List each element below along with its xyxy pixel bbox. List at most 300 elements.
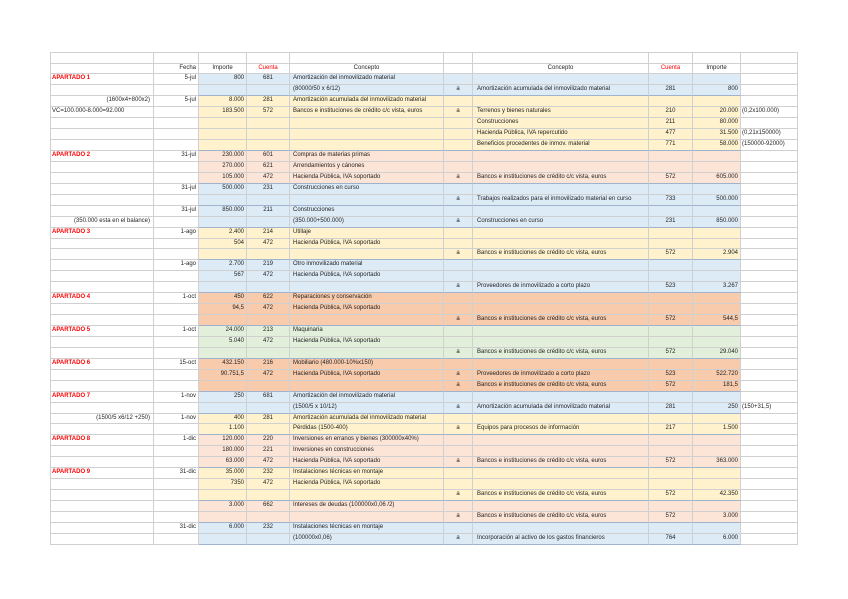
a-cell	[444, 260, 473, 271]
a-cell: a	[444, 282, 473, 293]
haber-concepto-cell	[473, 74, 649, 85]
haber-cuenta-cell: 210	[649, 107, 693, 118]
journal-row	[51, 337, 798, 348]
label-cell	[51, 195, 154, 206]
fecha-cell	[154, 282, 199, 293]
nota-cell	[741, 501, 798, 512]
haber-cuenta-cell: 477	[649, 129, 693, 140]
nota-cell: (150+31,5)	[741, 403, 798, 414]
haber-concepto-cell	[473, 96, 649, 107]
debe-importe-cell	[199, 129, 247, 140]
blank-cell	[247, 53, 290, 64]
haber-concepto-cell	[473, 523, 649, 534]
debe-concepto-cell	[290, 381, 444, 392]
debe-cuenta-cell	[247, 403, 290, 414]
a-cell: a	[444, 424, 473, 435]
journal-row	[51, 381, 798, 392]
debe-importe-cell	[199, 534, 247, 545]
fecha-cell	[154, 239, 199, 250]
debe-concepto-cell: Hacienda Pública, IVA soportado	[290, 479, 444, 490]
label-cell	[51, 457, 154, 468]
haber-importe-cell: 20.000	[693, 107, 741, 118]
fecha-cell	[154, 501, 199, 512]
haber-importe-cell	[693, 392, 741, 403]
haber-concepto-cell	[473, 326, 649, 337]
journal-row	[51, 228, 798, 239]
debe-cuenta-cell	[247, 512, 290, 523]
a-cell	[444, 468, 473, 479]
apartado-label: APARTADO 6	[51, 359, 154, 370]
a-cell	[444, 293, 473, 304]
haber-cuenta-cell	[649, 326, 693, 337]
a-cell	[444, 359, 473, 370]
haber-concepto-cell	[473, 479, 649, 490]
debe-importe-cell	[199, 512, 247, 523]
header-concepto-haber: Concepto	[473, 64, 649, 75]
a-cell	[444, 435, 473, 446]
haber-importe-cell	[693, 446, 741, 457]
fecha-cell: 1-ago	[154, 228, 199, 239]
debe-importe-cell	[199, 140, 247, 151]
a-cell: a	[444, 249, 473, 260]
nota-cell	[741, 282, 798, 293]
debe-concepto-cell: Hacienda Pública, IVA soportado	[290, 304, 444, 315]
debe-importe-cell	[199, 348, 247, 359]
debe-importe-cell: 250	[199, 392, 247, 403]
haber-concepto-cell: Bancos e instituciones de crédito c/c vista, euros	[473, 512, 649, 523]
journal-row	[51, 173, 798, 184]
haber-concepto-cell: Bancos e instituciones de crédito c/c vista, euros	[473, 381, 649, 392]
nota-cell	[741, 228, 798, 239]
a-cell	[444, 151, 473, 162]
fecha-cell	[154, 512, 199, 523]
blank-cell	[154, 53, 199, 64]
journal-row	[51, 217, 798, 228]
label-cell	[51, 490, 154, 501]
debe-cuenta-cell: 681	[247, 392, 290, 403]
label-cell	[51, 523, 154, 534]
haber-cuenta-cell: 572	[649, 490, 693, 501]
label-cell	[51, 403, 154, 414]
header-blank	[51, 64, 154, 75]
journal-row	[51, 282, 798, 293]
a-cell	[444, 74, 473, 85]
debe-concepto-cell: Construcciones en curso	[290, 184, 444, 195]
haber-importe-cell: 800	[693, 85, 741, 96]
fecha-cell: 31-dic	[154, 523, 199, 534]
haber-concepto-cell	[473, 414, 649, 425]
debe-cuenta-cell: 472	[247, 479, 290, 490]
haber-cuenta-cell	[649, 96, 693, 107]
haber-cuenta-cell: 572	[649, 249, 693, 260]
debe-concepto-cell: Amortización del inmovilizado material	[290, 392, 444, 403]
haber-concepto-cell: Hacienda Pública, IVA repercutido	[473, 129, 649, 140]
journal-row	[51, 195, 798, 206]
haber-cuenta-cell	[649, 446, 693, 457]
journal-sheet	[50, 52, 798, 545]
debe-cuenta-cell	[247, 424, 290, 435]
journal-row	[51, 140, 798, 151]
haber-concepto-cell: Bancos e instituciones de crédito c/c vista, euros	[473, 457, 649, 468]
haber-concepto-cell: Bancos e instituciones de crédito c/c vista, euros	[473, 348, 649, 359]
journal-row	[51, 151, 798, 162]
journal-row	[51, 118, 798, 129]
debe-importe-cell: 120.000	[199, 435, 247, 446]
fecha-cell: 1-nov	[154, 392, 199, 403]
debe-cuenta-cell: 232	[247, 523, 290, 534]
haber-cuenta-cell: 217	[649, 424, 693, 435]
a-cell	[444, 162, 473, 173]
fecha-cell	[154, 107, 199, 118]
header-cuenta-haber: Cuenta	[649, 64, 693, 75]
haber-importe-cell: 522.720	[693, 370, 741, 381]
label-cell	[51, 85, 154, 96]
debe-concepto-cell	[290, 140, 444, 151]
haber-concepto-cell: Equipos para procesos de información	[473, 424, 649, 435]
haber-cuenta-cell	[649, 359, 693, 370]
haber-importe-cell	[693, 96, 741, 107]
debe-importe-cell: 432.150	[199, 359, 247, 370]
nota-cell	[741, 370, 798, 381]
haber-cuenta-cell	[649, 468, 693, 479]
nota-cell	[741, 260, 798, 271]
a-cell	[444, 239, 473, 250]
haber-concepto-cell: Bancos e instituciones de crédito c/c vista, euros	[473, 173, 649, 184]
header-cuenta: Cuenta	[247, 64, 290, 75]
debe-importe-cell: 450	[199, 293, 247, 304]
fecha-cell	[154, 140, 199, 151]
nota-cell	[741, 523, 798, 534]
haber-cuenta-cell	[649, 206, 693, 217]
debe-cuenta-cell	[247, 249, 290, 260]
header-blank	[444, 64, 473, 75]
apartado-label: APARTADO 8	[51, 435, 154, 446]
a-cell	[444, 479, 473, 490]
fecha-cell	[154, 370, 199, 381]
fecha-cell	[154, 490, 199, 501]
journal-row	[51, 501, 798, 512]
a-cell: a	[444, 315, 473, 326]
nota-cell	[741, 96, 798, 107]
label-cell	[51, 534, 154, 545]
journal-row	[51, 184, 798, 195]
haber-concepto-cell	[473, 239, 649, 250]
label-cell	[51, 173, 154, 184]
nota-cell	[741, 315, 798, 326]
haber-importe-cell	[693, 337, 741, 348]
a-cell: a	[444, 348, 473, 359]
debe-concepto-cell: Construcciones	[290, 206, 444, 217]
haber-cuenta-cell: 231	[649, 217, 693, 228]
haber-concepto-cell: Proveedores de inmovilizado a corto plazo	[473, 370, 649, 381]
debe-concepto-cell: Bancos e instituciones de crédito c/c vista, euros	[290, 107, 444, 118]
haber-importe-cell	[693, 162, 741, 173]
journal-row	[51, 293, 798, 304]
fecha-cell: 31-jul	[154, 151, 199, 162]
debe-cuenta-cell: 472	[247, 370, 290, 381]
a-cell: a	[444, 381, 473, 392]
debe-cuenta-cell: 221	[247, 446, 290, 457]
debe-importe-cell: 400	[199, 414, 247, 425]
nota-cell	[741, 479, 798, 490]
debe-cuenta-cell: 216	[247, 359, 290, 370]
nota-cell	[741, 414, 798, 425]
haber-concepto-cell	[473, 151, 649, 162]
label-cell	[51, 315, 154, 326]
haber-importe-cell: 58.000	[693, 140, 741, 151]
label-cell	[51, 184, 154, 195]
journal-row	[51, 271, 798, 282]
fecha-cell: 1-oct	[154, 326, 199, 337]
haber-importe-cell: 42.350	[693, 490, 741, 501]
apartado-label: APARTADO 3	[51, 228, 154, 239]
debe-importe-cell: 8.000	[199, 96, 247, 107]
haber-cuenta-cell: 281	[649, 403, 693, 414]
haber-concepto-cell: Trabajos realizados para el inmovilizado material en curso	[473, 195, 649, 206]
nota-cell	[741, 184, 798, 195]
fecha-cell	[154, 271, 199, 282]
haber-concepto-cell	[473, 468, 649, 479]
nota-cell	[741, 512, 798, 523]
haber-concepto-cell: Amortización acumulada del inmovilizado material	[473, 85, 649, 96]
debe-concepto-cell: Hacienda Pública, IVA soportado	[290, 370, 444, 381]
debe-cuenta-cell	[247, 381, 290, 392]
nota-cell	[741, 74, 798, 85]
a-cell: a	[444, 490, 473, 501]
debe-cuenta-cell: 281	[247, 96, 290, 107]
haber-cuenta-cell	[649, 523, 693, 534]
label-cell	[51, 140, 154, 151]
a-cell	[444, 140, 473, 151]
label-cell	[51, 249, 154, 260]
debe-cuenta-cell: 472	[247, 337, 290, 348]
haber-importe-cell: 500.000	[693, 195, 741, 206]
haber-concepto-cell	[473, 228, 649, 239]
debe-importe-cell	[199, 249, 247, 260]
label-cell	[51, 129, 154, 140]
a-cell	[444, 228, 473, 239]
haber-concepto-cell: Incorporación al activo de los gastos financieros	[473, 534, 649, 545]
haber-concepto-cell: Proveedores de inmovilizado a corto plazo	[473, 282, 649, 293]
nota-cell	[741, 304, 798, 315]
journal-row	[51, 348, 798, 359]
debe-cuenta-cell: 231	[247, 184, 290, 195]
haber-importe-cell: 850.000	[693, 217, 741, 228]
a-cell: a	[444, 173, 473, 184]
debe-importe-cell: 2.700	[199, 260, 247, 271]
haber-concepto-cell: Beneficios procedentes de inmov. material	[473, 140, 649, 151]
haber-cuenta-cell	[649, 162, 693, 173]
haber-concepto-cell	[473, 293, 649, 304]
haber-cuenta-cell	[649, 228, 693, 239]
debe-concepto-cell: Otro inmovilizado material	[290, 260, 444, 271]
blank-cell	[444, 53, 473, 64]
debe-importe-cell: 567	[199, 271, 247, 282]
label-cell	[51, 370, 154, 381]
debe-concepto-cell	[290, 249, 444, 260]
blank-cell	[473, 53, 649, 64]
debe-importe-cell	[199, 490, 247, 501]
fecha-cell: 5-jul	[154, 96, 199, 107]
label-cell	[51, 271, 154, 282]
apartado-label: APARTADO 2	[51, 151, 154, 162]
debe-importe-cell: 6.000	[199, 523, 247, 534]
haber-importe-cell	[693, 359, 741, 370]
journal-row	[51, 162, 798, 173]
journal-row	[51, 370, 798, 381]
haber-importe-cell	[693, 260, 741, 271]
debe-cuenta-cell: 211	[247, 206, 290, 217]
debe-cuenta-cell: 681	[247, 74, 290, 85]
a-cell: a	[444, 457, 473, 468]
journal-row	[51, 414, 798, 425]
haber-importe-cell: 544,5	[693, 315, 741, 326]
apartado-label: APARTADO 1	[51, 74, 154, 85]
fecha-cell	[154, 534, 199, 545]
nota-cell	[741, 118, 798, 129]
nota-cell: (150000-92000)	[741, 140, 798, 151]
nota-cell	[741, 151, 798, 162]
haber-importe-cell	[693, 293, 741, 304]
debe-importe-cell: 94,5	[199, 304, 247, 315]
haber-cuenta-cell	[649, 260, 693, 271]
nota-cell	[741, 293, 798, 304]
label-cell	[51, 162, 154, 173]
debe-cuenta-cell	[247, 118, 290, 129]
journal-row	[51, 359, 798, 370]
haber-cuenta-cell: 523	[649, 370, 693, 381]
nota-cell	[741, 359, 798, 370]
a-cell	[444, 446, 473, 457]
haber-importe-cell	[693, 501, 741, 512]
haber-importe-cell	[693, 479, 741, 490]
label-cell	[51, 260, 154, 271]
debe-concepto-cell: Amortización del inmovilizado material	[290, 74, 444, 85]
journal-row	[51, 479, 798, 490]
debe-concepto-cell	[290, 512, 444, 523]
haber-concepto-cell	[473, 304, 649, 315]
debe-cuenta-cell	[247, 490, 290, 501]
journal-row	[51, 468, 798, 479]
debe-concepto-cell	[290, 348, 444, 359]
debe-importe-cell: 24.000	[199, 326, 247, 337]
nota-cell	[741, 239, 798, 250]
label-cell: VC=100.000-8.000=92.000	[51, 107, 154, 118]
journal-row	[51, 446, 798, 457]
debe-cuenta-cell	[247, 217, 290, 228]
debe-cuenta-cell	[247, 315, 290, 326]
label-cell	[51, 512, 154, 523]
header-row	[51, 64, 798, 75]
label-cell	[51, 381, 154, 392]
haber-importe-cell	[693, 74, 741, 85]
debe-importe-cell: 7350	[199, 479, 247, 490]
label-cell	[51, 479, 154, 490]
a-cell	[444, 271, 473, 282]
a-cell: a	[444, 403, 473, 414]
nota-cell	[741, 337, 798, 348]
nota-cell	[741, 271, 798, 282]
haber-cuenta-cell: 771	[649, 140, 693, 151]
label-cell: (1600x4+800x2)	[51, 96, 154, 107]
a-cell: a	[444, 85, 473, 96]
nota-cell: (0,21x150000)	[741, 129, 798, 140]
nota-cell	[741, 381, 798, 392]
haber-importe-cell	[693, 435, 741, 446]
label-cell	[51, 424, 154, 435]
haber-cuenta-cell	[649, 293, 693, 304]
haber-cuenta-cell: 281	[649, 85, 693, 96]
fecha-cell: 1-oct	[154, 293, 199, 304]
a-cell	[444, 392, 473, 403]
debe-concepto-cell: Hacienda Pública, IVA soportado	[290, 239, 444, 250]
nota-cell	[741, 490, 798, 501]
debe-importe-cell	[199, 403, 247, 414]
debe-concepto-cell: Amortización acumulada del inmovilizado material	[290, 96, 444, 107]
debe-importe-cell: 183.500	[199, 107, 247, 118]
nota-cell	[741, 392, 798, 403]
debe-importe-cell	[199, 195, 247, 206]
header-fecha: Fecha	[154, 64, 199, 75]
nota-cell	[741, 162, 798, 173]
fecha-cell	[154, 337, 199, 348]
haber-cuenta-cell: 764	[649, 534, 693, 545]
debe-cuenta-cell: 572	[247, 107, 290, 118]
fecha-cell	[154, 315, 199, 326]
a-cell	[444, 326, 473, 337]
a-cell	[444, 206, 473, 217]
journal-row	[51, 534, 798, 545]
haber-cuenta-cell: 572	[649, 512, 693, 523]
haber-importe-cell	[693, 468, 741, 479]
nota-cell	[741, 195, 798, 206]
journal-row	[51, 304, 798, 315]
haber-concepto-cell	[473, 206, 649, 217]
haber-cuenta-cell	[649, 337, 693, 348]
haber-concepto-cell: Terrenos y bienes naturales	[473, 107, 649, 118]
haber-importe-cell	[693, 151, 741, 162]
a-cell: a	[444, 107, 473, 118]
haber-concepto-cell: Construcciones en curso	[473, 217, 649, 228]
journal-row	[51, 435, 798, 446]
a-cell	[444, 184, 473, 195]
journal-row	[51, 74, 798, 85]
haber-cuenta-cell	[649, 479, 693, 490]
haber-concepto-cell	[473, 359, 649, 370]
fecha-cell	[154, 118, 199, 129]
a-cell: a	[444, 217, 473, 228]
debe-concepto-cell: Hacienda Pública, IVA soportado	[290, 457, 444, 468]
nota-cell	[741, 446, 798, 457]
haber-concepto-cell: Construcciones	[473, 118, 649, 129]
haber-importe-cell: 605.000	[693, 173, 741, 184]
debe-cuenta-cell	[247, 140, 290, 151]
debe-cuenta-cell	[247, 534, 290, 545]
debe-cuenta-cell: 472	[247, 457, 290, 468]
debe-concepto-cell: Hacienda Pública, IVA soportado	[290, 271, 444, 282]
debe-concepto-cell: Utillaje	[290, 228, 444, 239]
nota-cell	[741, 249, 798, 260]
debe-cuenta-cell: 472	[247, 304, 290, 315]
debe-cuenta-cell: 621	[247, 162, 290, 173]
nota-cell	[741, 173, 798, 184]
debe-concepto-cell: Hacienda Pública, IVA soportado	[290, 173, 444, 184]
label-cell	[51, 446, 154, 457]
debe-concepto-cell: Inversiones en erranos y bienes (300000x40%)	[290, 435, 444, 446]
debe-concepto-cell: Amortización acumulada del inmovilizado material	[290, 414, 444, 425]
fecha-cell	[154, 173, 199, 184]
haber-importe-cell: 3.000	[693, 512, 741, 523]
